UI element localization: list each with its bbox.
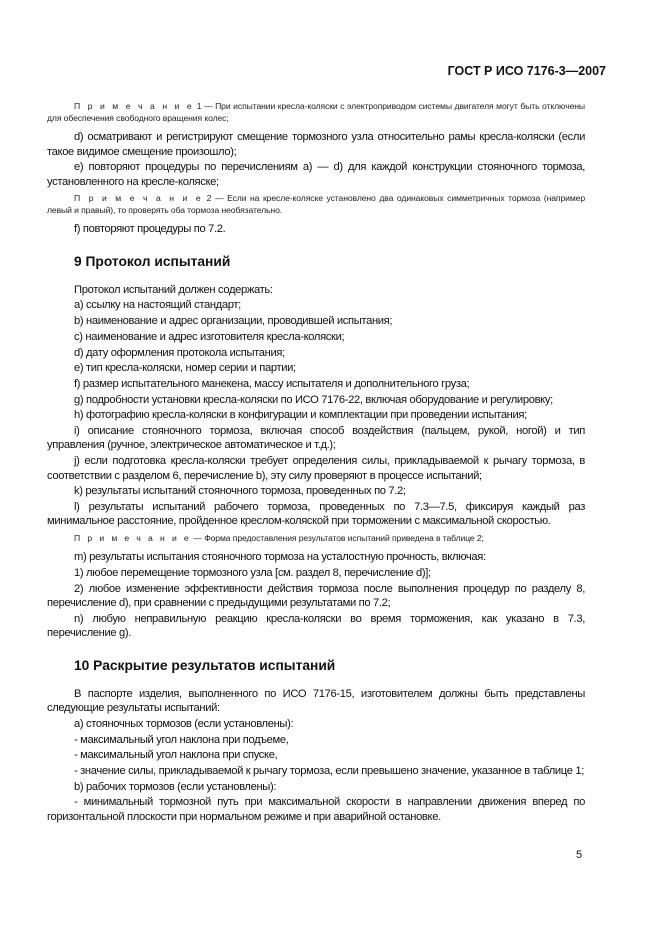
page-number: 5 (576, 849, 583, 861)
body-paragraph: n) любую неправильную реакцию кресла-коляски во время торможения, как указано в 7.3, перечисление g). (47, 612, 585, 640)
body-paragraph: c) наименование и адрес изготовителя кресла-коляски; (74, 330, 345, 343)
body-paragraph: e) повторяют процедуры по перечислениям a) — d) для каждой конструкции стояночного тормоза, установленного на кресле-коляске; (47, 161, 585, 188)
body-paragraph: m) результаты испытания стояночного тормоза на усталостную прочность, включая: (74, 551, 486, 564)
body-paragraph: В паспорте изделия, выполненного по ИСО 7176-15, изготовителем должны быть представлены следующие результаты испытаний: (47, 687, 585, 715)
note-label: П р и м е ч а н и е (74, 101, 195, 111)
body-paragraph: e) тип кресла-коляски, номер серии и партии; (74, 362, 296, 375)
section-heading: 9 Протокол испытаний (74, 253, 231, 269)
body-paragraph: k) результаты испытаний стояночного тормоза, проведенных по 7.2; (74, 485, 406, 498)
body-paragraph: i) описание стояночного тормоза, включая способ воздействия (пальцем, рукой, ногой) и тип управления (ручное, электрическое автоматическое и т.д.); (47, 425, 585, 452)
body-paragraph: d) осматривают и регистрируют смещение тормозного узла относительно рамы кресла-коляски (если такое видимое смещение произошло); (47, 131, 585, 158)
body-paragraph: f) повторяют процедуры по 7.2. (74, 223, 226, 236)
body-paragraph: l) результаты испытаний рабочего тормоза, проведенных по 7.3—7.5, фиксируя каждый раз минимальное расстояние, пройденное креслом-коляской при торможении с максимальной скоростью. (47, 500, 585, 528)
body-paragraph: j) если подготовка кресла-коляски требует определения силы, прикладываемой к рычагу тормоза, в соответствии с разделом 6, перечисление b), эту силу проверяют в процессе испытаний; (47, 455, 585, 482)
body-paragraph: d) дату оформления протокола испытания; (74, 346, 285, 359)
body-paragraph: b) рабочих тормозов (если установлены): (74, 780, 277, 793)
note-label: П р и м е ч а н и е (74, 532, 192, 543)
body-paragraph: 2) любое изменение эффективности действия тормоза после выполнения процедур по разделу 8, перечисление d), при сравнении с предыдущими результатами по 7.2; (47, 582, 585, 610)
body-paragraph: - значение силы, прикладываемой к рычагу тормоза, если превышено значение, указанное в таблице 1; (74, 764, 584, 777)
note-paragraph (47, 101, 585, 124)
body-paragraph: Протокол испытаний должен содержать: (74, 283, 273, 296)
note-text: — Форма предоставления результатов испытаний приведена в таблице 2; (191, 532, 484, 543)
body-paragraph: f) размер испытательного манекена, массу испытателя и дополнительного груза; (74, 377, 470, 390)
note-paragraph (47, 193, 585, 216)
body-paragraph: a) ссылку на настоящий стандарт; (74, 299, 241, 312)
body-paragraph: - минимальный тормозной путь при максимальной скорости в направлении движения вперед по горизонтальной плоскости при нормальном режиме и при аварийной остановке. (47, 796, 585, 823)
body-paragraph: b) наименование и адрес организации, проводившей испытания; (74, 315, 393, 328)
body-paragraph: a) стояночных тормозов (если установлены): (74, 717, 294, 730)
note-text: 2 — Если на кресле-коляске установлено два одинаковых симметричных тормоза (например левый и правый), то проверять оба тормоза необязательно. (47, 193, 585, 215)
document-body (47, 97, 585, 825)
body-paragraph: g) подробности установки кресла-коляски по ИСО 7176-22, включая оборудование и регулировку; (74, 393, 553, 406)
section-heading: 10 Раскрытие результатов испытаний (74, 657, 336, 673)
note-text: 1 — При испытании кресла-коляски с электроприводом системы двигателя могут быть отключены для обеспечения свободного вращения колес; (47, 101, 585, 123)
body-paragraph: - максимальный угол наклона при подъеме, (74, 733, 289, 746)
note-paragraph (47, 533, 585, 545)
body-paragraph: h) фотографию кресла-коляски в конфигурации и комплектации при проведении испытания; (74, 409, 527, 422)
body-paragraph: - максимальный угол наклона при спуске, (74, 749, 278, 762)
body-paragraph: 1) любое перемещение тормозного узла [см. раздел 8, перечисление d)]; (74, 567, 431, 580)
note-label: П р и м е ч а н и е (74, 193, 204, 204)
document-standard-id: ГОСТ Р ИСО 7176-3—2007 (447, 64, 606, 78)
